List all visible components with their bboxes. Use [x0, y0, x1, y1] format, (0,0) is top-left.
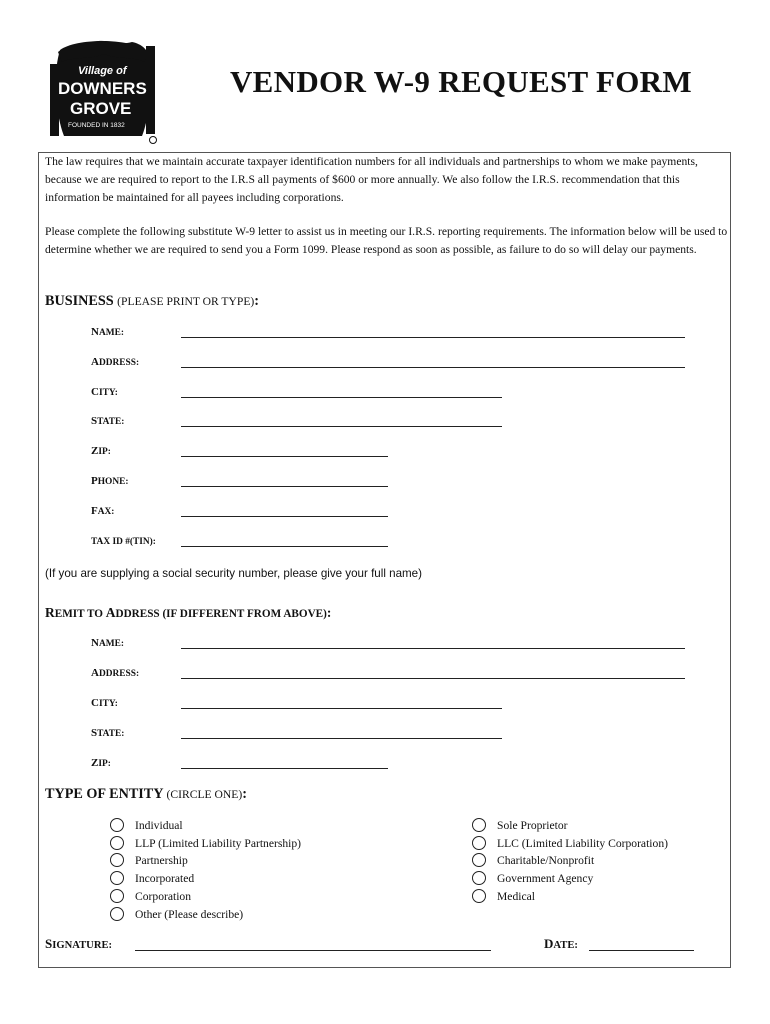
date-field[interactable]	[589, 950, 694, 951]
business-state-field[interactable]	[181, 426, 502, 427]
entity-option-corporation[interactable]: Corporation	[110, 887, 191, 905]
logo-line1: Village of	[78, 65, 127, 77]
remit-address-label: ADDRESS:	[91, 667, 140, 679]
business-name-label: NAME:	[91, 326, 124, 338]
business-zip-label: ZIP:	[91, 445, 111, 457]
entity-option-government[interactable]: Government Agency	[472, 869, 593, 887]
remit-zip-field[interactable]	[181, 768, 388, 769]
logo-line2: DOWNERS	[58, 79, 147, 98]
intro-paragraph-2: Please complete the following substitute W-9 letter to assist us in meeting our I.R.S. reporting requirements. The information below will be used to determine whether we are required to send you a Form 1099. Please respond as soon as possible, as failure to do so will delay our payments.	[45, 225, 728, 256]
entity-option-incorporated[interactable]: Incorporated	[110, 869, 194, 887]
business-zip-field[interactable]	[181, 456, 388, 457]
entity-option-charitable[interactable]: Charitable/Nonprofit	[472, 851, 594, 869]
remit-state-field[interactable]	[181, 738, 502, 739]
remit-heading: REMIT TO ADDRESS (IF DIFFERENT FROM ABOVE):	[45, 605, 332, 620]
business-taxid-label: TAX ID #(TIN):	[91, 537, 156, 547]
logo-line3: GROVE	[70, 99, 132, 118]
radio-circle-icon[interactable]	[110, 853, 124, 867]
ssn-note: (If you are supplying a social security number, please give your full name)	[45, 567, 422, 580]
radio-circle-icon[interactable]	[110, 818, 124, 832]
business-fax-field[interactable]	[181, 516, 388, 517]
remit-name-field[interactable]	[181, 648, 685, 649]
logo-line4: FOUNDED IN 1832	[68, 122, 125, 129]
business-city-field[interactable]	[181, 397, 502, 398]
remit-city-label: CITY:	[91, 697, 118, 709]
signature-field[interactable]	[135, 950, 491, 951]
signature-label: SIGNATURE:	[45, 936, 113, 951]
radio-circle-icon[interactable]	[110, 871, 124, 885]
business-fax-label: FAX:	[91, 505, 115, 517]
business-address-field[interactable]	[181, 367, 685, 368]
remit-address-field[interactable]	[181, 678, 685, 679]
business-phone-label: PHONE:	[91, 475, 129, 487]
entity-option-other[interactable]: Other (Please describe)	[110, 905, 243, 923]
business-phone-field[interactable]	[181, 486, 388, 487]
radio-circle-icon[interactable]	[472, 836, 486, 850]
radio-circle-icon[interactable]	[110, 889, 124, 903]
date-label: DATE:	[544, 936, 578, 951]
remit-name-label: NAME:	[91, 637, 124, 649]
business-heading: BUSINESS (PLEASE PRINT OR TYPE):	[45, 293, 260, 309]
radio-circle-icon[interactable]	[472, 853, 486, 867]
radio-circle-icon[interactable]	[110, 907, 124, 921]
business-taxid-field[interactable]	[181, 546, 388, 547]
entity-option-sole-proprietor[interactable]: Sole Proprietor	[472, 816, 568, 834]
entity-option-llp[interactable]: LLP (Limited Liability Partnership)	[110, 834, 301, 852]
intro-paragraph-1: The law requires that we maintain accurate taxpayer identification numbers for all individuals and partnerships to whom we make payments, because we are required to report to the I.R.S all payments of $600 or more annually. We also follow the I.R.S. recommendation that this information be maintained for all payees including corporations.	[45, 155, 698, 204]
business-address-label: ADDRESS:	[91, 356, 140, 368]
business-name-field[interactable]	[181, 337, 685, 338]
entity-option-medical[interactable]: Medical	[472, 887, 535, 905]
remit-state-label: STATE:	[91, 727, 125, 739]
remit-zip-label: ZIP:	[91, 757, 111, 769]
radio-circle-icon[interactable]	[472, 889, 486, 903]
business-state-label: STATE:	[91, 415, 125, 427]
entity-option-llc[interactable]: LLC (Limited Liability Corporation)	[472, 834, 668, 852]
remit-city-field[interactable]	[181, 708, 502, 709]
page-title: VENDOR W-9 REQUEST FORM	[230, 64, 692, 99]
entity-heading: TYPE OF ENTITY (CIRCLE ONE):	[45, 786, 247, 802]
radio-circle-icon[interactable]	[472, 818, 486, 832]
business-city-label: CITY:	[91, 386, 118, 398]
entity-option-partnership[interactable]: Partnership	[110, 851, 188, 869]
entity-option-individual[interactable]: Individual	[110, 816, 183, 834]
village-logo	[48, 36, 158, 148]
radio-circle-icon[interactable]	[110, 836, 124, 850]
radio-circle-icon[interactable]	[472, 871, 486, 885]
